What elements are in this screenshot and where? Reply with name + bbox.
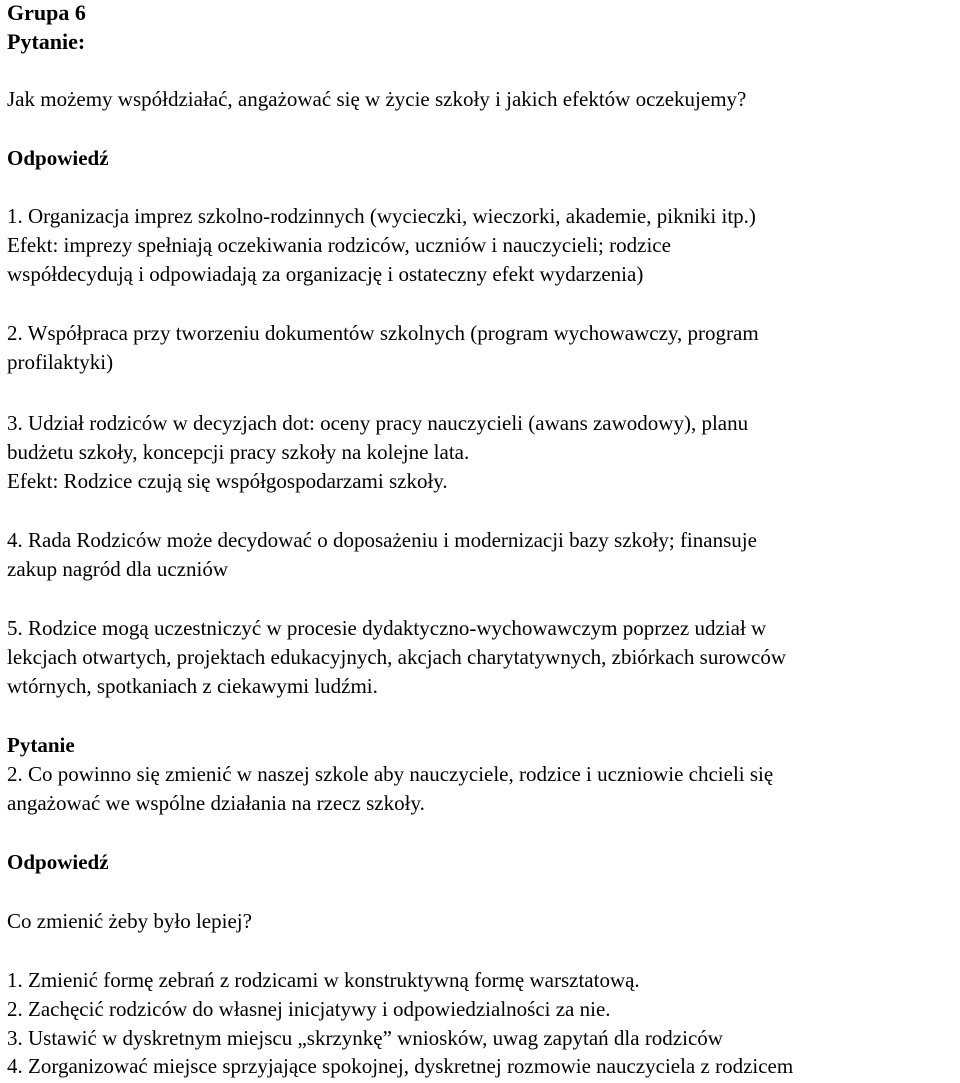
answer-1-line: Efekt: imprezy spełniają oczekiwania rodziców, uczniów i nauczycieli; rodzice — [7, 233, 671, 257]
answer-2-line: 2. Zachęcić rodziców do własnej inicjatywy i odpowiedzialności za nie. — [7, 997, 611, 1021]
answer-1-line: 1. Organizacja imprez szkolno-rodzinnych (wycieczki, wieczorki, akademie, pikniki itp.) — [7, 204, 756, 228]
answer-1-line: wtórnych, spotkaniach z ciekawymi ludźmi. — [7, 674, 378, 698]
answer-1-line: 3. Udział rodziców w decyzjach dot: oceny pracy nauczycieli (awans zawodowy), planu — [7, 411, 749, 435]
answer-2-line: 4. Zorganizować miejsce sprzyjające spokojnej, dyskretnej rozmowie nauczyciela z rodzicem — [7, 1054, 794, 1078]
answer-2-line: 3. Ustawić w dyskretnym miejscu „skrzynkę” wniosków, uwag zapytań dla rodziców — [7, 1026, 723, 1050]
answer-1-line: budżetu szkoły, koncepcji pracy szkoły na kolejne lata. — [7, 440, 470, 464]
answer-1-label: Odpowiedź — [7, 146, 109, 170]
answer-2-line: 1. Zmienić formę zebrań z rodzicami w konstruktywną formę warsztatową. — [7, 968, 640, 992]
answer-1-line: współdecydują i odpowiadają za organizację i ostateczny efekt wydarzenia) — [7, 262, 644, 286]
answer-1-line: lekcjach otwartych, projektach edukacyjnych, akcjach charytatywnych, zbiórkach surowców — [7, 645, 786, 669]
answer-1-line: 5. Rodzice mogą uczestniczyć w procesie dydaktyczno-wychowawczym poprzez udział w — [7, 616, 767, 640]
answer-2-label: Odpowiedź — [7, 850, 109, 874]
question-2-text: angażować we wspólne działania na rzecz szkoły. — [7, 791, 425, 815]
answer-1-line: Efekt: Rodzice czują się współgospodarzami szkoły. — [7, 469, 448, 493]
question-2-label: Pytanie — [7, 733, 75, 757]
answer-2-subheading: Co zmienić żeby było lepiej? — [7, 909, 252, 933]
answer-1-line: 2. Współpraca przy tworzeniu dokumentów szkolnych (program wychowawczy, program — [7, 321, 759, 345]
answer-1-line: zakup nagród dla uczniów — [7, 557, 229, 581]
answer-1-line: 4. Rada Rodziców może decydować o doposażeniu i modernizacji bazy szkoły; finansuje — [7, 528, 757, 552]
question-2-text: 2. Co powinno się zmienić w naszej szkole aby nauczyciele, rodzice i uczniowie chcieli się — [7, 762, 774, 786]
question-label: Pytanie: — [7, 29, 86, 54]
question-1-text: Jak możemy współdziałać, angażować się w życie szkoły i jakich efektów oczekujemy? — [7, 87, 747, 111]
group-title: Grupa 6 — [7, 0, 86, 25]
answer-1-line: profilaktyki) — [7, 350, 114, 374]
